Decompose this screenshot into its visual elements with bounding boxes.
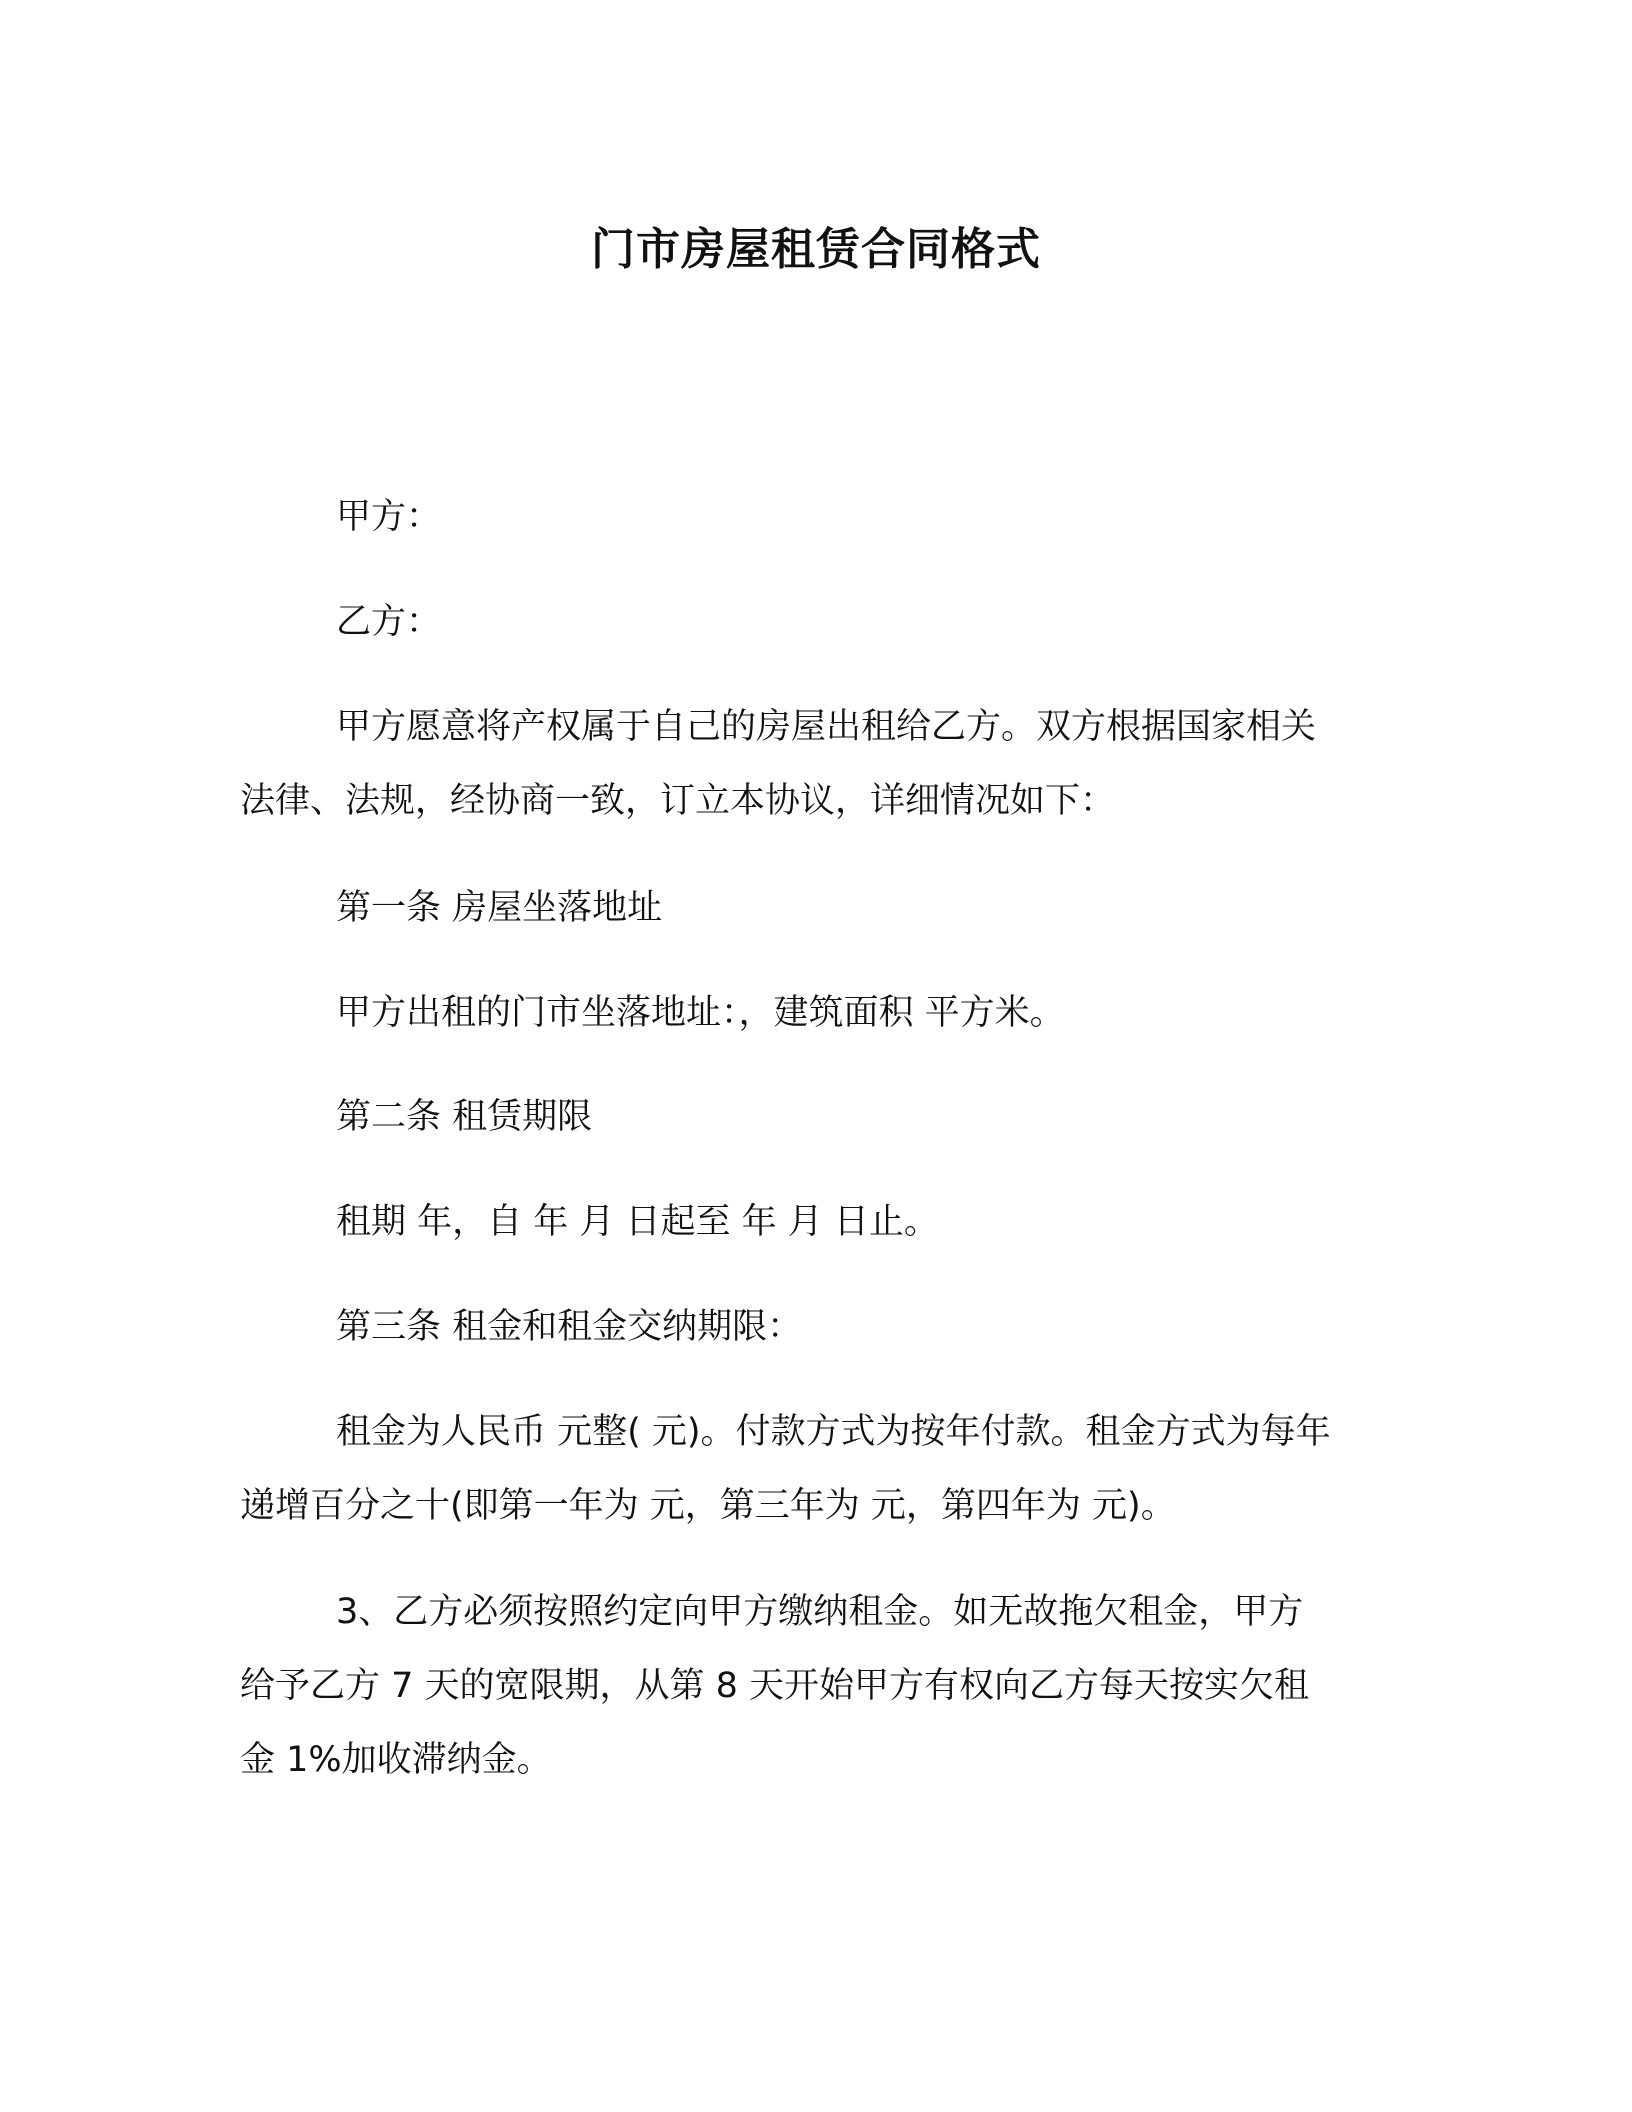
document-title: 门市房屋租赁合同格式 bbox=[591, 224, 1041, 275]
late-fee-paragraph bbox=[240, 1575, 1400, 1797]
article-2-heading bbox=[240, 1080, 1400, 1154]
party-b-paragraph bbox=[240, 585, 1400, 659]
article-2-text bbox=[240, 1185, 1400, 1259]
paragraph-line: 给予乙方 7 天的宽限期，从第 8 天开始甲方有权向乙方每天按实欠租 bbox=[240, 1666, 1310, 1706]
article-3-heading bbox=[240, 1290, 1400, 1364]
paragraph-line: 金 1%加收滞纳金。 bbox=[240, 1740, 552, 1780]
paragraph-line: 递增百分之十(即第一年为 元，第三年为 元，第四年为 元)。 bbox=[240, 1486, 1176, 1526]
paragraph-line: 甲方： bbox=[336, 497, 442, 537]
paragraph-line: 第二条 租赁期限 bbox=[336, 1097, 593, 1137]
rent-paragraph bbox=[240, 1395, 1400, 1543]
paragraph-line: 第一条 房屋坐落地址 bbox=[336, 888, 663, 928]
paragraph-line: 法律、法规，经协商一致，订立本协议，详细情况如下： bbox=[240, 781, 1116, 821]
paragraph-line: 甲方出租的门市坐落地址：，建筑面积 平方米。 bbox=[336, 993, 1065, 1033]
article-1-text bbox=[240, 976, 1400, 1050]
article-1-heading bbox=[240, 871, 1400, 945]
party-a-paragraph bbox=[240, 480, 1400, 554]
paragraph-line: 租期 年，自 年 月 日起至 年 月 日止。 bbox=[336, 1202, 939, 1242]
intro-paragraph bbox=[240, 690, 1400, 838]
paragraph-line: 3、乙方必须按照约定向甲方缴纳租金。如无故拖欠租金，甲方 bbox=[336, 1592, 1304, 1632]
paragraph-line: 甲方愿意将产权属于自己的房屋出租给乙方。双方根据国家相关 bbox=[336, 707, 1317, 747]
paragraph-line: 乙方： bbox=[336, 602, 442, 642]
paragraph-line: 第三条 租金和租金交纳期限： bbox=[336, 1307, 803, 1347]
paragraph-line: 租金为人民币 元整( 元)。付款方式为按年付款。租金方式为每年 bbox=[336, 1412, 1331, 1452]
